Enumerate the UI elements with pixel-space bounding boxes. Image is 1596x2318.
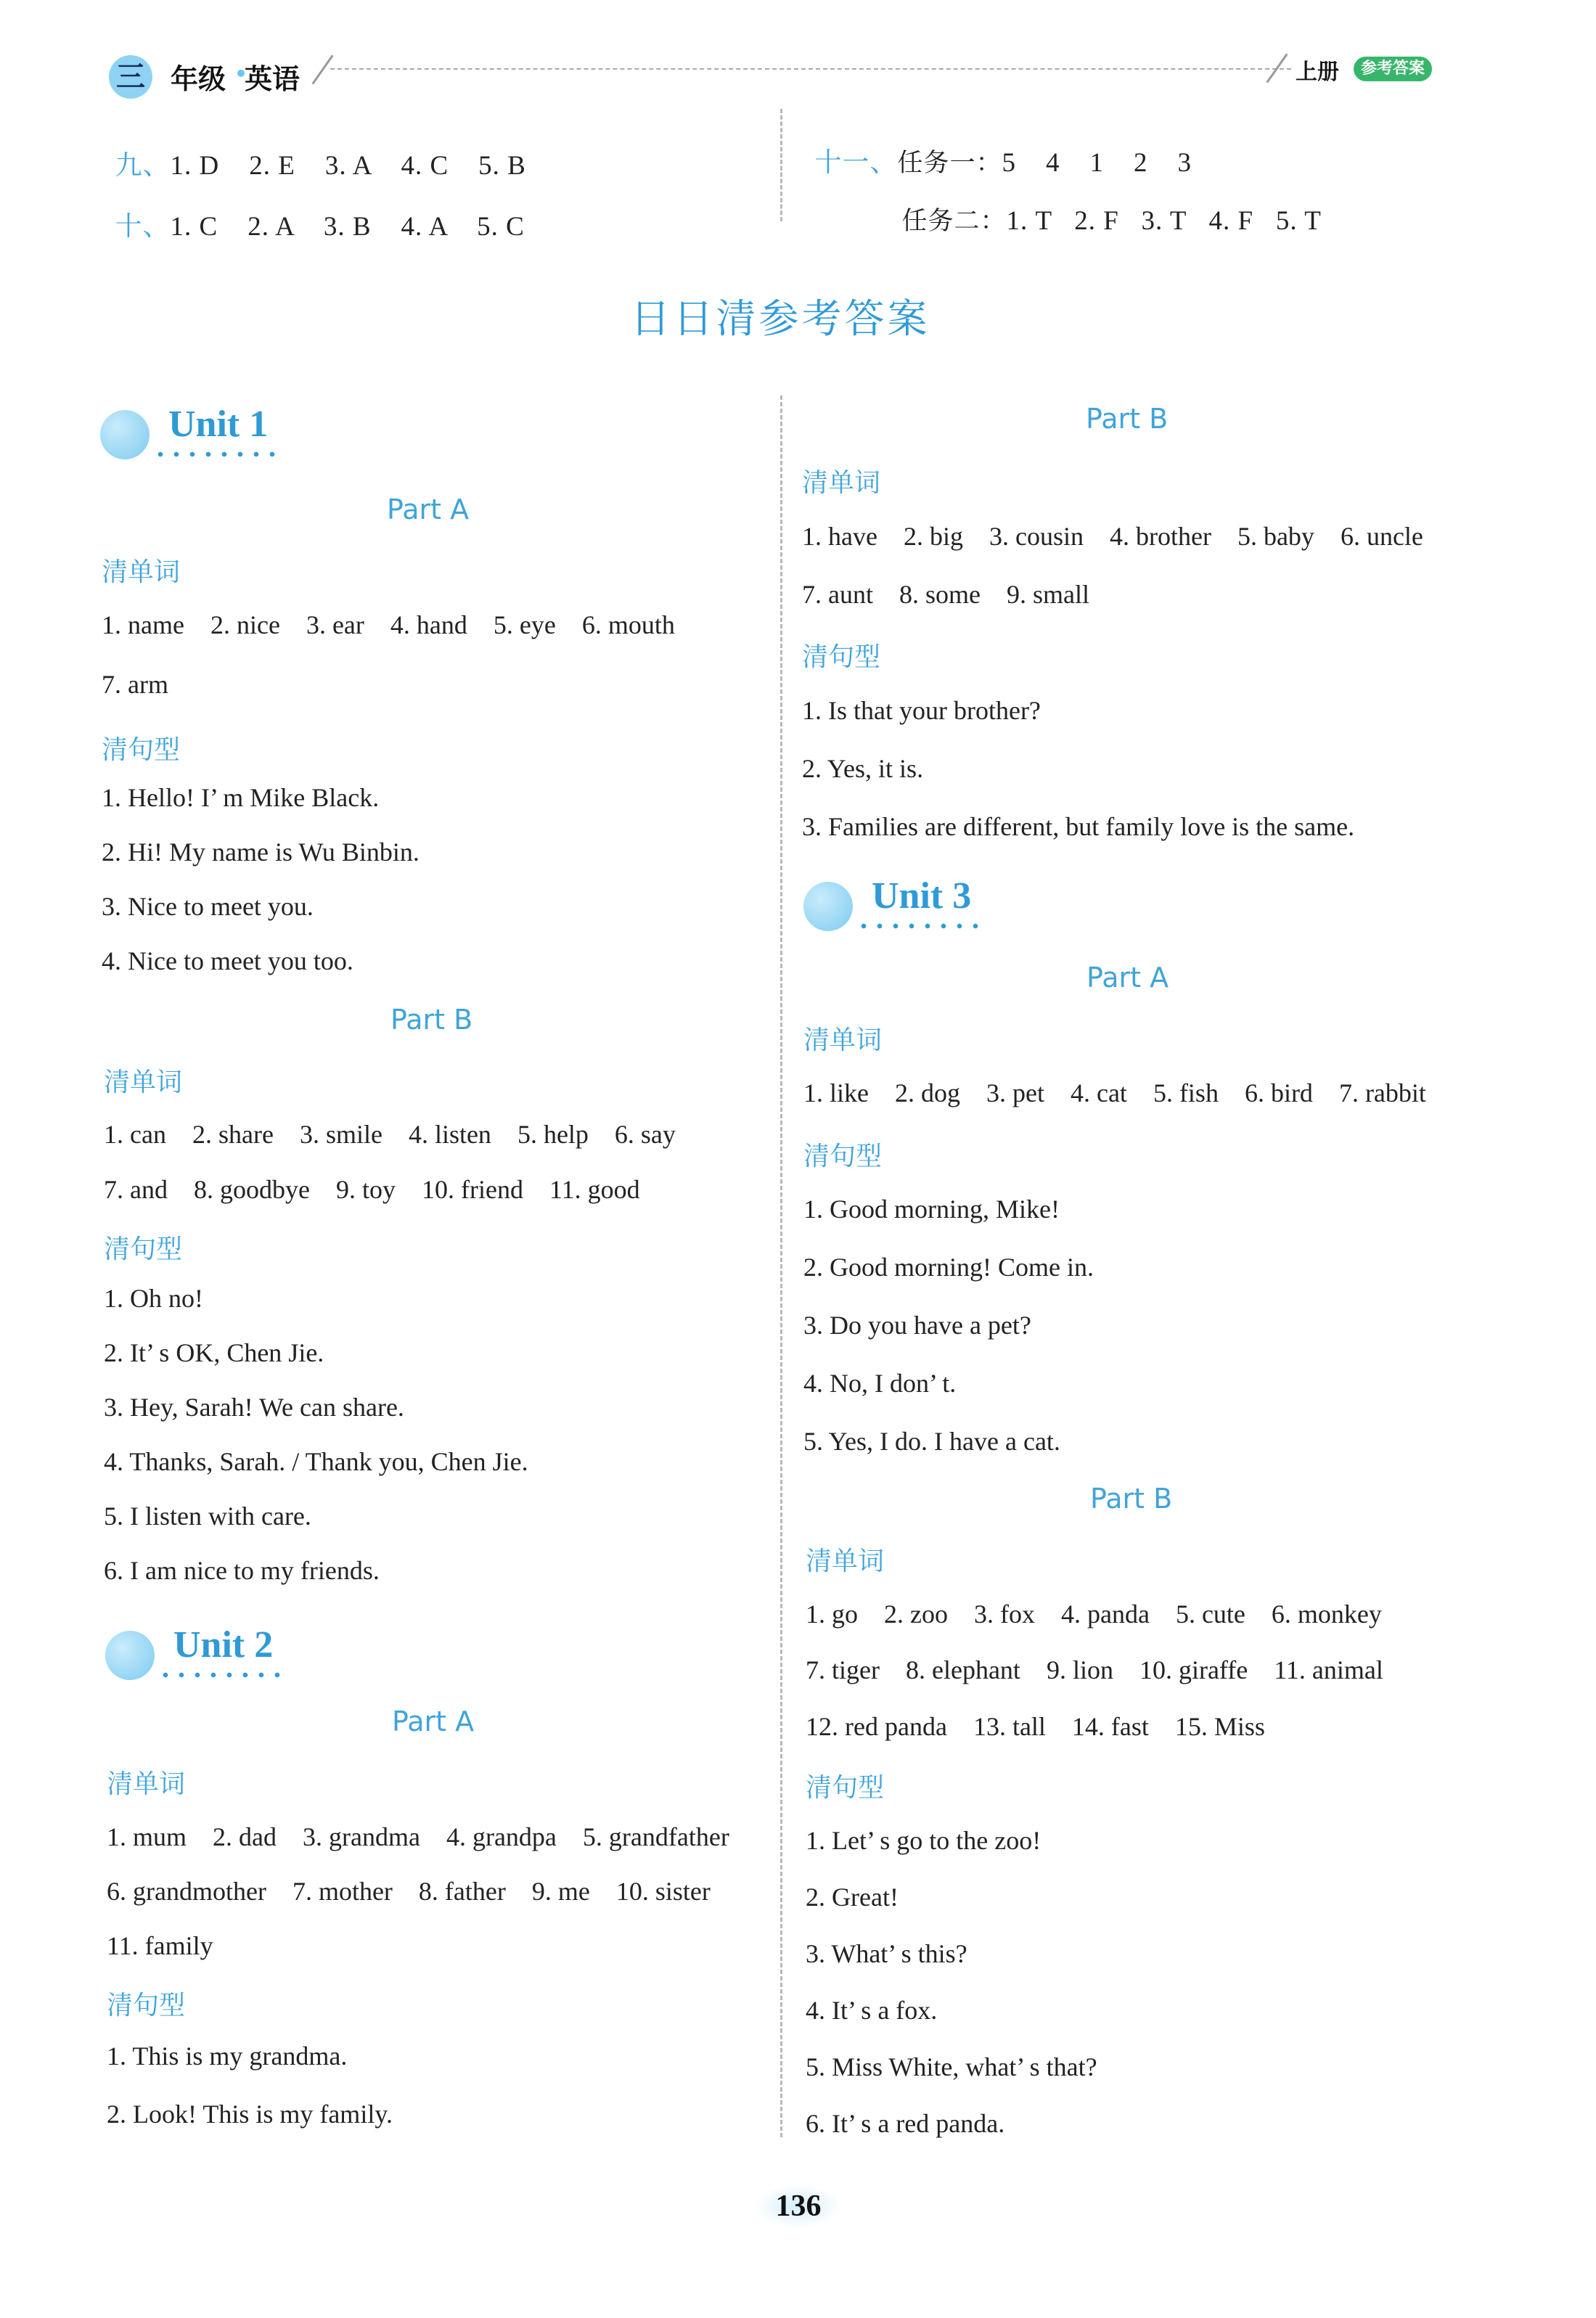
task2-item: 5. T [1275, 206, 1322, 236]
q9-item: 5. B [478, 151, 526, 181]
word-item: 11. good [549, 1175, 640, 1204]
task2-item: 2. F [1074, 206, 1119, 236]
q9-item: 4. C [401, 151, 449, 181]
word-item: 3. pet [986, 1078, 1044, 1107]
word-item: 3. cousin [989, 522, 1084, 551]
sentence-line: 1. Let’ s go to the zoo! [806, 1826, 1042, 1855]
page-title: 日日清参考答案 [630, 295, 930, 342]
unit-ball-icon [105, 1631, 155, 1680]
word-item: 8. father [418, 1877, 506, 1906]
subject-label: 英语 [245, 63, 300, 95]
word-row [802, 521, 1449, 552]
word-item: 8. some [899, 580, 981, 609]
sentences-heading: 清句型 [803, 1142, 883, 1171]
sentence-line: 1. Hello! I’ m Mike Black. [102, 783, 380, 812]
answer-q10 [100, 173, 525, 243]
sentence-line: 2. Hi! My name is Wu Binbin. [102, 837, 420, 867]
column-divider [780, 396, 782, 2137]
word-item: 9. toy [335, 1175, 396, 1204]
q9-label: 九、 [115, 150, 171, 181]
sentence-line: 3. Nice to meet you. [102, 892, 314, 921]
word-item: 9. lion [1046, 1655, 1113, 1684]
word-item: 7. arm [102, 670, 168, 699]
word-row [104, 1119, 702, 1150]
sentence-line: 3. Hey, Sarah! We can share. [104, 1393, 404, 1422]
unit3-partA-label: Part A [1086, 962, 1169, 994]
answer-q11-task2 [887, 170, 1322, 237]
unit2-partB-label: Part B [1086, 403, 1169, 435]
header-title [171, 57, 300, 97]
q10-item: 2. A [247, 212, 294, 242]
task1-label: 任务一： [897, 149, 1002, 178]
word-item: 5. grandfather [582, 1822, 729, 1851]
unit2-title: Unit 2 [173, 1624, 274, 1666]
sentence-line: 4. Thanks, Sarah. / Thank you, Chen Jie. [104, 1447, 528, 1476]
word-item: 1. name [102, 610, 184, 639]
column-divider-top [780, 109, 782, 221]
task1-item: 5 [1002, 148, 1017, 178]
sentence-line: 2. It’ s OK, Chen Jie. [104, 1338, 324, 1367]
sentences-heading: 清句型 [806, 1773, 885, 1803]
answer-tag: 参考答案 [1354, 57, 1432, 81]
word-row [806, 1711, 1291, 1742]
header-dashed-line [330, 68, 1291, 70]
word-item: 4. hand [390, 610, 467, 639]
unit2-heading [105, 1623, 323, 1689]
sentence-line: 4. No, I don’ t. [803, 1369, 957, 1398]
word-item: 9. me [531, 1877, 590, 1906]
words-heading: 清单词 [102, 557, 181, 587]
word-row [107, 1822, 756, 1852]
task1-item: 4 [1046, 148, 1060, 178]
word-item: 7. rabbit [1338, 1078, 1426, 1107]
q9-item: 1. D [170, 151, 220, 181]
word-item: 9. small [1006, 580, 1089, 609]
sentence-line: 2. Look! This is my family. [107, 2100, 393, 2129]
q9-item: 2. E [249, 151, 295, 181]
q10-label: 十、 [115, 210, 171, 242]
word-item: 3. grandma [303, 1822, 420, 1851]
sentence-line: 2. Great! [806, 1883, 899, 1912]
unit-ball-icon [803, 882, 853, 931]
sentence-line: 6. It’ s a red panda. [806, 2109, 1005, 2138]
word-item: 7. and [104, 1175, 168, 1204]
sentence-line: 6. I am nice to my friends. [104, 1556, 380, 1585]
unit3-title: Unit 3 [872, 875, 972, 917]
grade-label: 年级 [171, 63, 226, 95]
word-item: 7. tiger [806, 1655, 880, 1684]
sentence-line: 5. Yes, I do. I have a cat. [803, 1427, 1060, 1456]
word-item: 8. goodbye [193, 1175, 310, 1204]
word-item: 2. dad [213, 1822, 277, 1851]
page-number: 136 [755, 2184, 842, 2228]
task2-label: 任务二： [901, 207, 1007, 236]
word-item: 15. Miss [1174, 1712, 1265, 1741]
word-item: 2. dog [894, 1078, 960, 1107]
word-row [107, 1930, 240, 1961]
word-item: 5. eye [493, 610, 556, 639]
unit3-heading [803, 875, 1021, 940]
word-item: 1. have [802, 522, 877, 551]
q10-item: 1. C [170, 212, 218, 242]
sentence-line: 1. Is that your brother? [802, 696, 1041, 725]
word-item: 7. mother [292, 1877, 393, 1906]
word-row [803, 1078, 1452, 1108]
task2-item: 3. T [1141, 206, 1187, 236]
word-row [104, 1174, 666, 1205]
unit-dots [856, 922, 986, 930]
word-item: 12. red panda [806, 1712, 947, 1741]
answer-q11-task1 [800, 109, 1192, 179]
word-row [802, 579, 1116, 610]
word-item: 6. bird [1244, 1078, 1313, 1107]
sentence-line: 4. It’ s a fox. [806, 1996, 938, 2025]
word-item: 6. say [614, 1120, 676, 1149]
sentence-line: 2. Good morning! Come in. [803, 1253, 1094, 1282]
word-item: 8. elephant [905, 1655, 1020, 1684]
unit-dots [157, 1671, 288, 1679]
sentence-line: 3. Do you have a pet? [803, 1311, 1031, 1340]
task2-item: 1. T [1006, 206, 1052, 236]
word-item: 4. brother [1109, 522, 1211, 551]
words-heading: 清单词 [803, 1025, 883, 1055]
sentence-line: 3. What’ s this? [806, 1939, 967, 1968]
word-item: 1. mum [107, 1822, 187, 1851]
unit1-heading [100, 403, 318, 468]
word-item: 1. can [104, 1120, 166, 1149]
sentence-line: 2. Yes, it is. [802, 754, 924, 783]
word-item: 10. friend [421, 1175, 523, 1204]
word-item: 2. big [903, 522, 963, 551]
word-item: 2. nice [210, 610, 280, 639]
task1-item: 3 [1177, 148, 1192, 178]
q10-item: 3. B [323, 212, 372, 242]
header-dot [237, 70, 245, 77]
word-item: 3. ear [306, 610, 364, 639]
word-item: 6. grandmother [107, 1877, 266, 1906]
word-row [806, 1599, 1408, 1629]
word-item: 2. zoo [884, 1600, 948, 1629]
sentence-line: 1. Good morning, Mike! [803, 1195, 1060, 1224]
q10-item: 4. A [401, 212, 448, 242]
word-item: 5. baby [1237, 522, 1314, 551]
word-item: 6. monkey [1271, 1600, 1382, 1629]
word-row [102, 610, 701, 640]
sentences-heading: 清句型 [107, 1991, 186, 2020]
sentences-heading: 清句型 [102, 735, 181, 765]
grade-badge: 三 [109, 55, 152, 99]
header-slash-left [312, 54, 334, 84]
volume-label: 上册 [1296, 60, 1339, 85]
word-item: 5. cute [1175, 1600, 1245, 1629]
word-item: 7. aunt [802, 580, 873, 609]
task1-item: 2 [1134, 148, 1148, 178]
words-heading: 清单词 [802, 468, 881, 498]
unit2-partA-label: Part A [392, 1705, 475, 1737]
word-item: 3. fox [973, 1600, 1035, 1629]
sentences-heading: 清句型 [104, 1234, 183, 1264]
word-item: 4. listen [408, 1120, 491, 1149]
sentence-line: 4. Nice to meet you too. [102, 946, 353, 975]
word-item: 14. fast [1071, 1712, 1149, 1741]
word-item: 6. mouth [581, 610, 675, 639]
word-item: 6. uncle [1340, 522, 1423, 551]
unit1-partB-label: Part B [390, 1004, 473, 1036]
q11-label: 十一、 [814, 147, 898, 178]
unit1-partA-label: Part A [387, 494, 470, 525]
word-item: 5. help [517, 1120, 589, 1149]
word-item: 13. tall [973, 1712, 1046, 1741]
word-item: 4. cat [1070, 1078, 1127, 1107]
q9-item: 3. A [324, 151, 372, 181]
word-item: 3. smile [299, 1120, 382, 1149]
task1-item: 1 [1089, 148, 1105, 178]
unit-ball-icon [100, 410, 150, 459]
unit3-partB-label: Part B [1090, 1483, 1173, 1515]
word-item: 10. sister [615, 1877, 711, 1906]
sentence-line: 1. This is my grandma. [107, 2041, 348, 2071]
word-item: 4. grandpa [446, 1822, 557, 1851]
unit1-title: Unit 1 [168, 404, 269, 445]
word-item: 10. giraffe [1139, 1655, 1248, 1684]
sentence-line: 5. I listen with care. [104, 1502, 311, 1531]
answer-q9 [100, 112, 526, 182]
q10-item: 5. C [477, 212, 525, 242]
sentence-line: 3. Families are different, but family love is the same. [802, 812, 1355, 841]
words-heading: 清单词 [806, 1547, 885, 1576]
word-row [102, 669, 195, 700]
word-item: 11. family [107, 1931, 213, 1960]
word-item: 1. go [806, 1600, 858, 1629]
word-row [806, 1655, 1409, 1685]
words-heading: 清单词 [107, 1769, 186, 1799]
word-item: 4. panda [1060, 1600, 1150, 1629]
sentence-line: 5. Miss White, what’ s that? [806, 2052, 1097, 2081]
sentence-line: 1. Oh no! [104, 1284, 203, 1313]
unit-dots [152, 451, 283, 458]
word-item: 2. share [192, 1120, 274, 1149]
sentences-heading: 清句型 [802, 642, 881, 672]
words-heading: 清单词 [104, 1068, 183, 1097]
word-item: 1. like [803, 1078, 869, 1107]
word-item: 5. fish [1153, 1078, 1219, 1107]
task2-item: 4. F [1208, 206, 1254, 236]
word-row [107, 1876, 737, 1907]
word-item: 11. animal [1274, 1655, 1383, 1684]
